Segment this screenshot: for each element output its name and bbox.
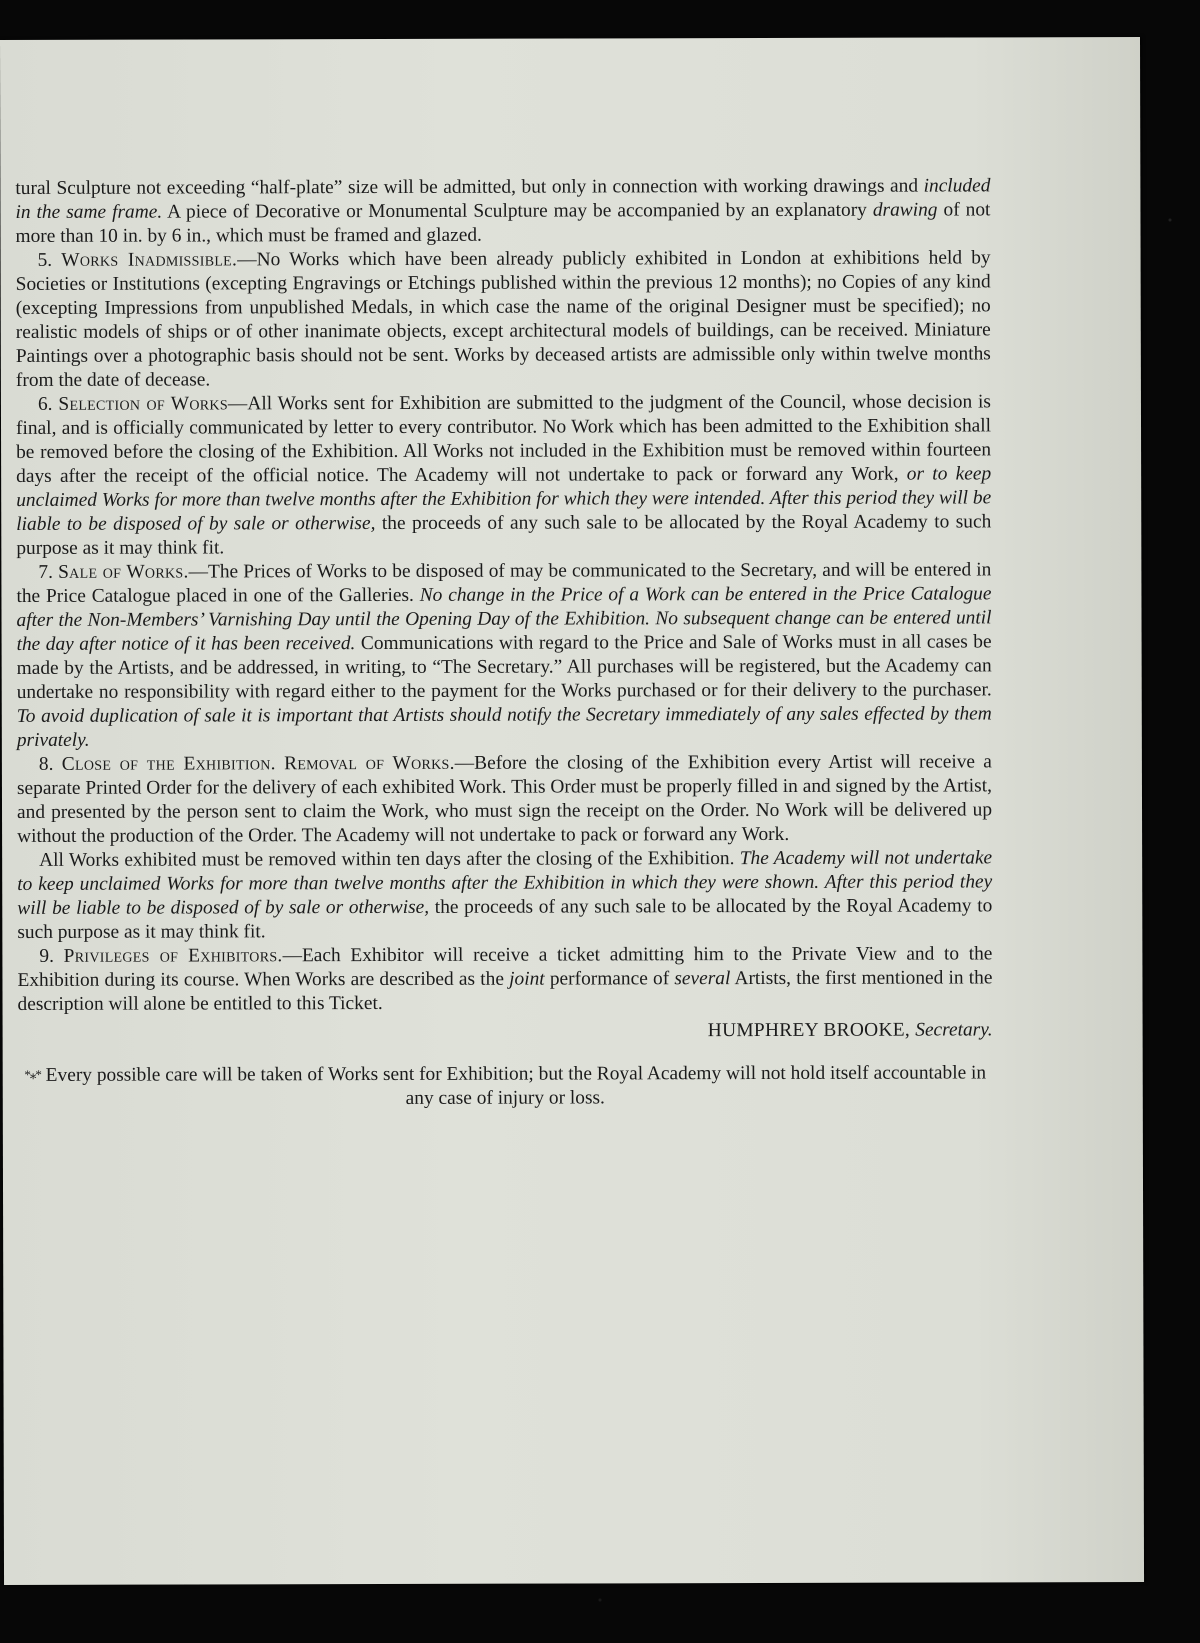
section-6-selection-of-works: 6. Selection of Works—All Works sent for Exhibition are submitted to the judgment of the Council, whose decision is final, and is officially communicated by letter to every contributor. No Work which has been admitted to the Exhibition shall be removed before the closing of the Exhibition. All Works not included in the Exhibition must be removed within fourteen days after the receipt of the official notice. The Academy will not undertake to pack or forward any Work, or to keep unclaimed Works for more than twelve months after the Exhibition for which they were intended. After this period they will be liable to be disposed of by sale or otherwise, the proceeds of any such sale to be allocated by the Royal Academy to such purpose as it may think fit.	[15, 391, 992, 559]
liability-note: *⁎* Every possible care will be taken of Works sent for Exhibition; but the Royal Academy will not hold itself accountable in any case of injury or loss.	[24, 1062, 987, 1109]
section-heading: Selection of Works	[58, 393, 228, 415]
document-page	[0, 37, 1144, 1585]
section-heading: Sale of Works.	[58, 561, 189, 583]
section-9-privileges-of-exhibitors: 9. Privileges of Exhibitors.—Each Exhibitor will receive a ticket admitting him to the Private View and to the Exhibition during its course. When Works are described as the joint performance of several Artists, the first mentioned in the description will alone be entitled to this Ticket.	[17, 943, 993, 1015]
section-8-close-of-exhibition: 8. Close of the Exhibition. Removal of Works.—Before the closing of the Exhibition every Artist will receive a separate Printed Order for the delivery of each exhibited Work. This Order must be properly filled in and signed by the Artist, and presented by the person sent to claim the Work, who must sign the receipt on the Order. No Work will be delivered up without the production of the Order. The Academy will not undertake to pack or forward any Work.	[16, 751, 993, 847]
section-heading: Close of the Exhibition.	[61, 753, 276, 775]
section-heading: Privileges of Exhibitors.	[63, 945, 283, 967]
section-heading: Works Inadmissible.	[61, 249, 238, 271]
asterism-icon: *⁎*	[24, 1066, 41, 1082]
secretary-signature: HUMPHREY BROOKE, Secretary.	[707, 1019, 993, 1042]
section-8-removal-paragraph: All Works exhibited must be removed within ten days after the closing of the Exhibition. The Academy will not undertake to keep unclaimed Works for more than twelve months after the Exhibition in which they were shown. After this period they will be liable to be disposed of by sale or otherwise, the proceeds of any such sale to be allocated by the Royal Academy to such purpose as it may think fit.	[17, 847, 993, 943]
section-5-works-inadmissible: 5. Works Inadmissible.—No Works which have been already publicly exhibited in London at exhibitions held by Societies or Institutions (excepting Engravings or Etchings published within the previous 12 months); no Copies of any kind (excepting Impressions from unpublished Medals, in which case the name of the original Designer must be specified); no realistic models of ships or of other inanimate objects, except architectural models of buildings, can be received. Miniature Paintings over a photographic basis should not be sent. Works by deceased artists are admissible only within twelve months from the date of decease.	[15, 247, 991, 391]
section-7-sale-of-works: 7. Sale of Works.—The Prices of Works to be disposed of may be communicated to the Secretary, and will be entered in the Price Catalogue placed in one of the Galleries. No change in the Price of a Work can be entered in the Price Catalogue after the Non-Members’ Varnishing Day until the Opening Day of the Exhibition. No subsequent change can be entered until the day after notice of it has been received. Communications with regard to the Price and Sale of Works must in all cases be made by the Artists, and be addressed, in writing, to “The Secretary.” All purchases will be registered, but the Academy can undertake no responsibility with regard either to the payment for the Works purchased or for their delivery to the purchaser. To avoid duplication of sale it is important that Artists should notify the Secretary immediately of any sales effected by them privately.	[16, 559, 992, 751]
intro-paragraph: tural Sculpture not exceeding “half-plate” size will be admitted, but only in connection with working drawings and included in the same frame. A piece of Decorative or Monumental Sculpture may be accompanied by an explanatory drawing of not more than 10 in. by 6 in., which must be framed and glazed.	[15, 175, 991, 247]
section-heading: Removal of Works.	[284, 752, 455, 775]
regulations-text	[15, 174, 992, 1112]
